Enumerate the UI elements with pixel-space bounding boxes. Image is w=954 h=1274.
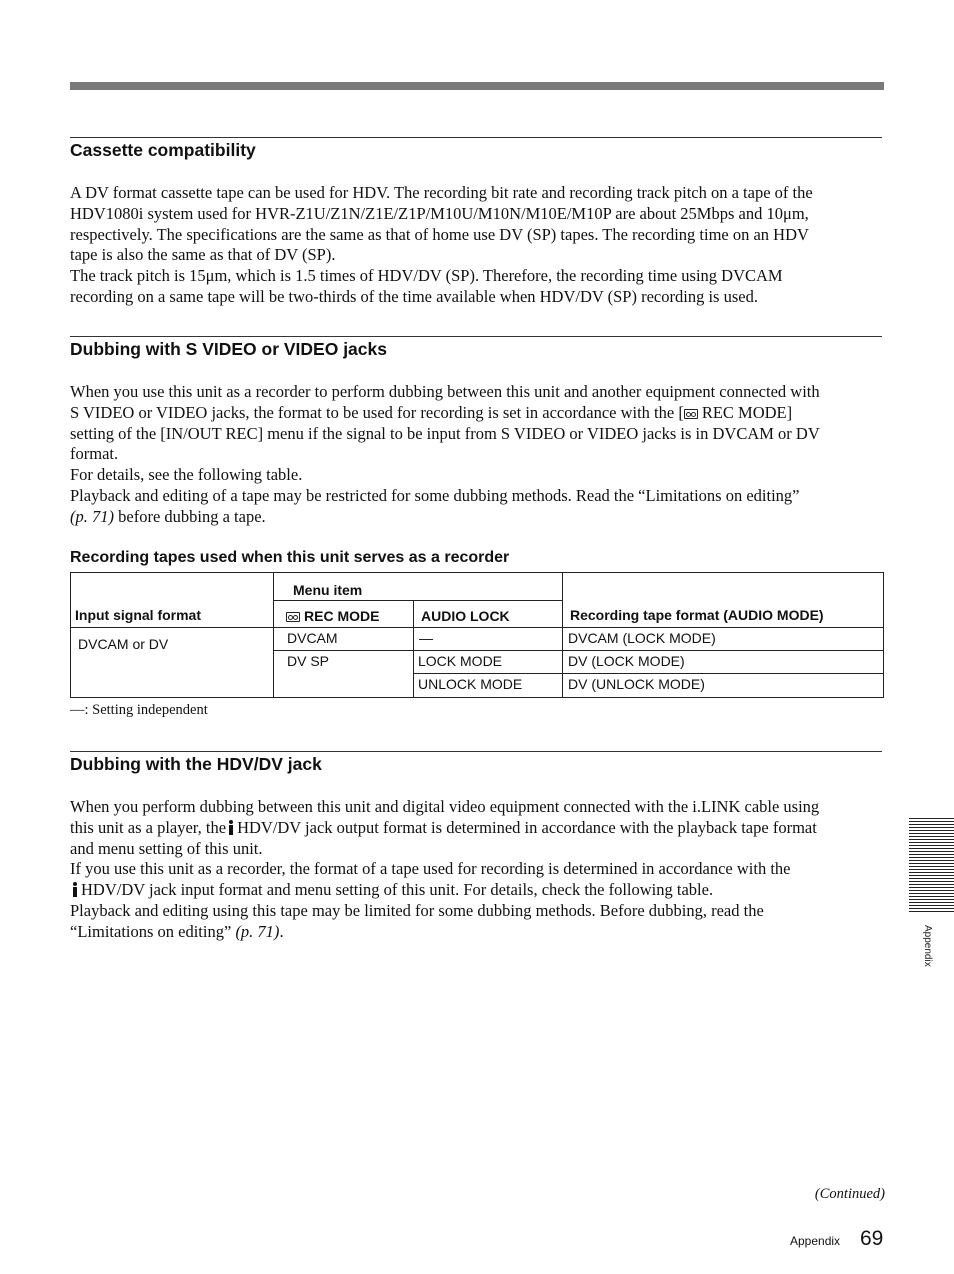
text-line: For details, see the following table. [70,465,303,485]
header-menu-item: Menu item [293,582,363,598]
text-fragment: HDV/DV jack input format and menu setting of this unit. For details, check the following table. [81,880,714,900]
table-title: Recording tapes used when this unit serves as a recorder [70,549,510,566]
text-line: recording on a same tape will be two-thirds of the time available when HDV/DV (SP) recording is used. [70,286,758,306]
text-line: format. [70,444,119,464]
section-divider [70,137,882,138]
text-line: and menu setting of this unit. [70,838,263,858]
text-line [70,818,882,839]
ilink-icon [228,820,234,835]
table-cell-rec-mode: DV SP [287,653,330,669]
side-tab-label: Appendix [922,925,933,967]
table-cell-audio-lock: — [419,630,433,646]
text-line: The track pitch is 15μm, which is 1.5 times of HDV/DV (SP). Therefore, the recording time using DVCAM [70,266,783,286]
top-rule-bar [70,82,884,90]
svideo-dubbing-heading: Dubbing with S VIDEO or VIDEO jacks [70,339,387,359]
section-divider [70,336,882,337]
table-cell-result: DV (LOCK MODE) [568,653,685,669]
text-line: Playback and editing of a tape may be restricted for some dubbing methods. Read the “Limitations on editing” [70,485,800,505]
text-line [70,880,882,901]
text-fragment: S VIDEO or VIDEO jacks, the format to be used for recording is set in accordance with the [ [70,402,684,422]
text-line: Playback and editing using this tape may be limited for some dubbing methods. Before dubbing, read the [70,900,764,920]
appendix-thumb-tab [909,818,954,913]
footer-section-label: Appendix [790,1234,841,1248]
cassette-compatibility-text [70,183,882,308]
input-signal-value: DVCAM or DV [78,636,169,652]
text-line: When you perform dubbing between this unit and digital video equipment connected with the i.LINK cable using [70,797,820,816]
text-line [70,507,882,528]
header-input-signal-format: Input signal format [75,607,201,623]
page-number: 69 [860,1227,884,1250]
text-line [70,922,882,943]
videotape-icon [286,612,300,622]
text-fragment: . [279,921,284,941]
text-line: If you use this unit as a recorder, the format of a tape used for recording is determined in accordance with the [70,859,791,879]
text-line: When you use this unit as a recorder to perform dubbing between this unit and another equipment connected with [70,382,820,401]
text-fragment: “Limitations on editing” [70,921,236,941]
recording-tapes-table [70,572,884,698]
page-reference-link[interactable]: (p. 71) [70,506,114,526]
header-rec-mode-label: REC MODE [304,608,380,624]
header-recording-tape-format: Recording tape format (AUDIO MODE) [570,607,824,623]
section-divider [70,751,882,752]
page-reference-link[interactable]: (p. 71) [235,921,280,941]
text-line: HDV1080i system used for HVR-Z1U/Z1N/Z1E/Z1P/M10U/M10N/M10E/M10P are about 25Mbps and 10μm, [70,203,809,223]
hdvdv-dubbing-heading: Dubbing with the HDV/DV jack [70,754,322,774]
text-fragment: this unit as a player, the [70,817,227,837]
ilink-icon [72,882,78,897]
table-cell-result: DV (UNLOCK MODE) [568,676,705,692]
table-cell-audio-lock: UNLOCK MODE [418,676,523,692]
text-fragment: HDV/DV jack output format is determined in accordance with the playback tape format [237,817,817,837]
header-rec-mode [286,608,379,624]
text-line [70,403,882,424]
text-line: A DV format cassette tape can be used for HDV. The recording bit rate and recording track pitch on a tape of the [70,183,813,202]
svideo-dubbing-text [70,382,882,528]
header-audio-lock: AUDIO LOCK [421,608,510,624]
table-cell-audio-lock: LOCK MODE [418,653,503,669]
hdvdv-dubbing-text [70,797,882,943]
table-cell-rec-mode: DVCAM [287,630,338,646]
videotape-icon [684,409,698,419]
text-line: tape is also the same as that of DV (SP). [70,245,336,265]
table-cell-result: DVCAM (LOCK MODE) [568,630,716,646]
text-line: setting of the [IN/OUT REC] menu if the signal to be input from S VIDEO or VIDEO jacks is in DVCAM or DV [70,423,820,443]
text-fragment: before dubbing a tape. [114,506,266,526]
table-footnote: —: Setting independent [70,702,208,718]
continued-label: (Continued) [814,1186,885,1202]
text-fragment: REC MODE] [701,402,793,422]
text-line: respectively. The specifications are the same as that of home use DV (SP) tapes. The recording time on an HDV [70,224,809,244]
cassette-compatibility-heading: Cassette compatibility [70,140,256,160]
